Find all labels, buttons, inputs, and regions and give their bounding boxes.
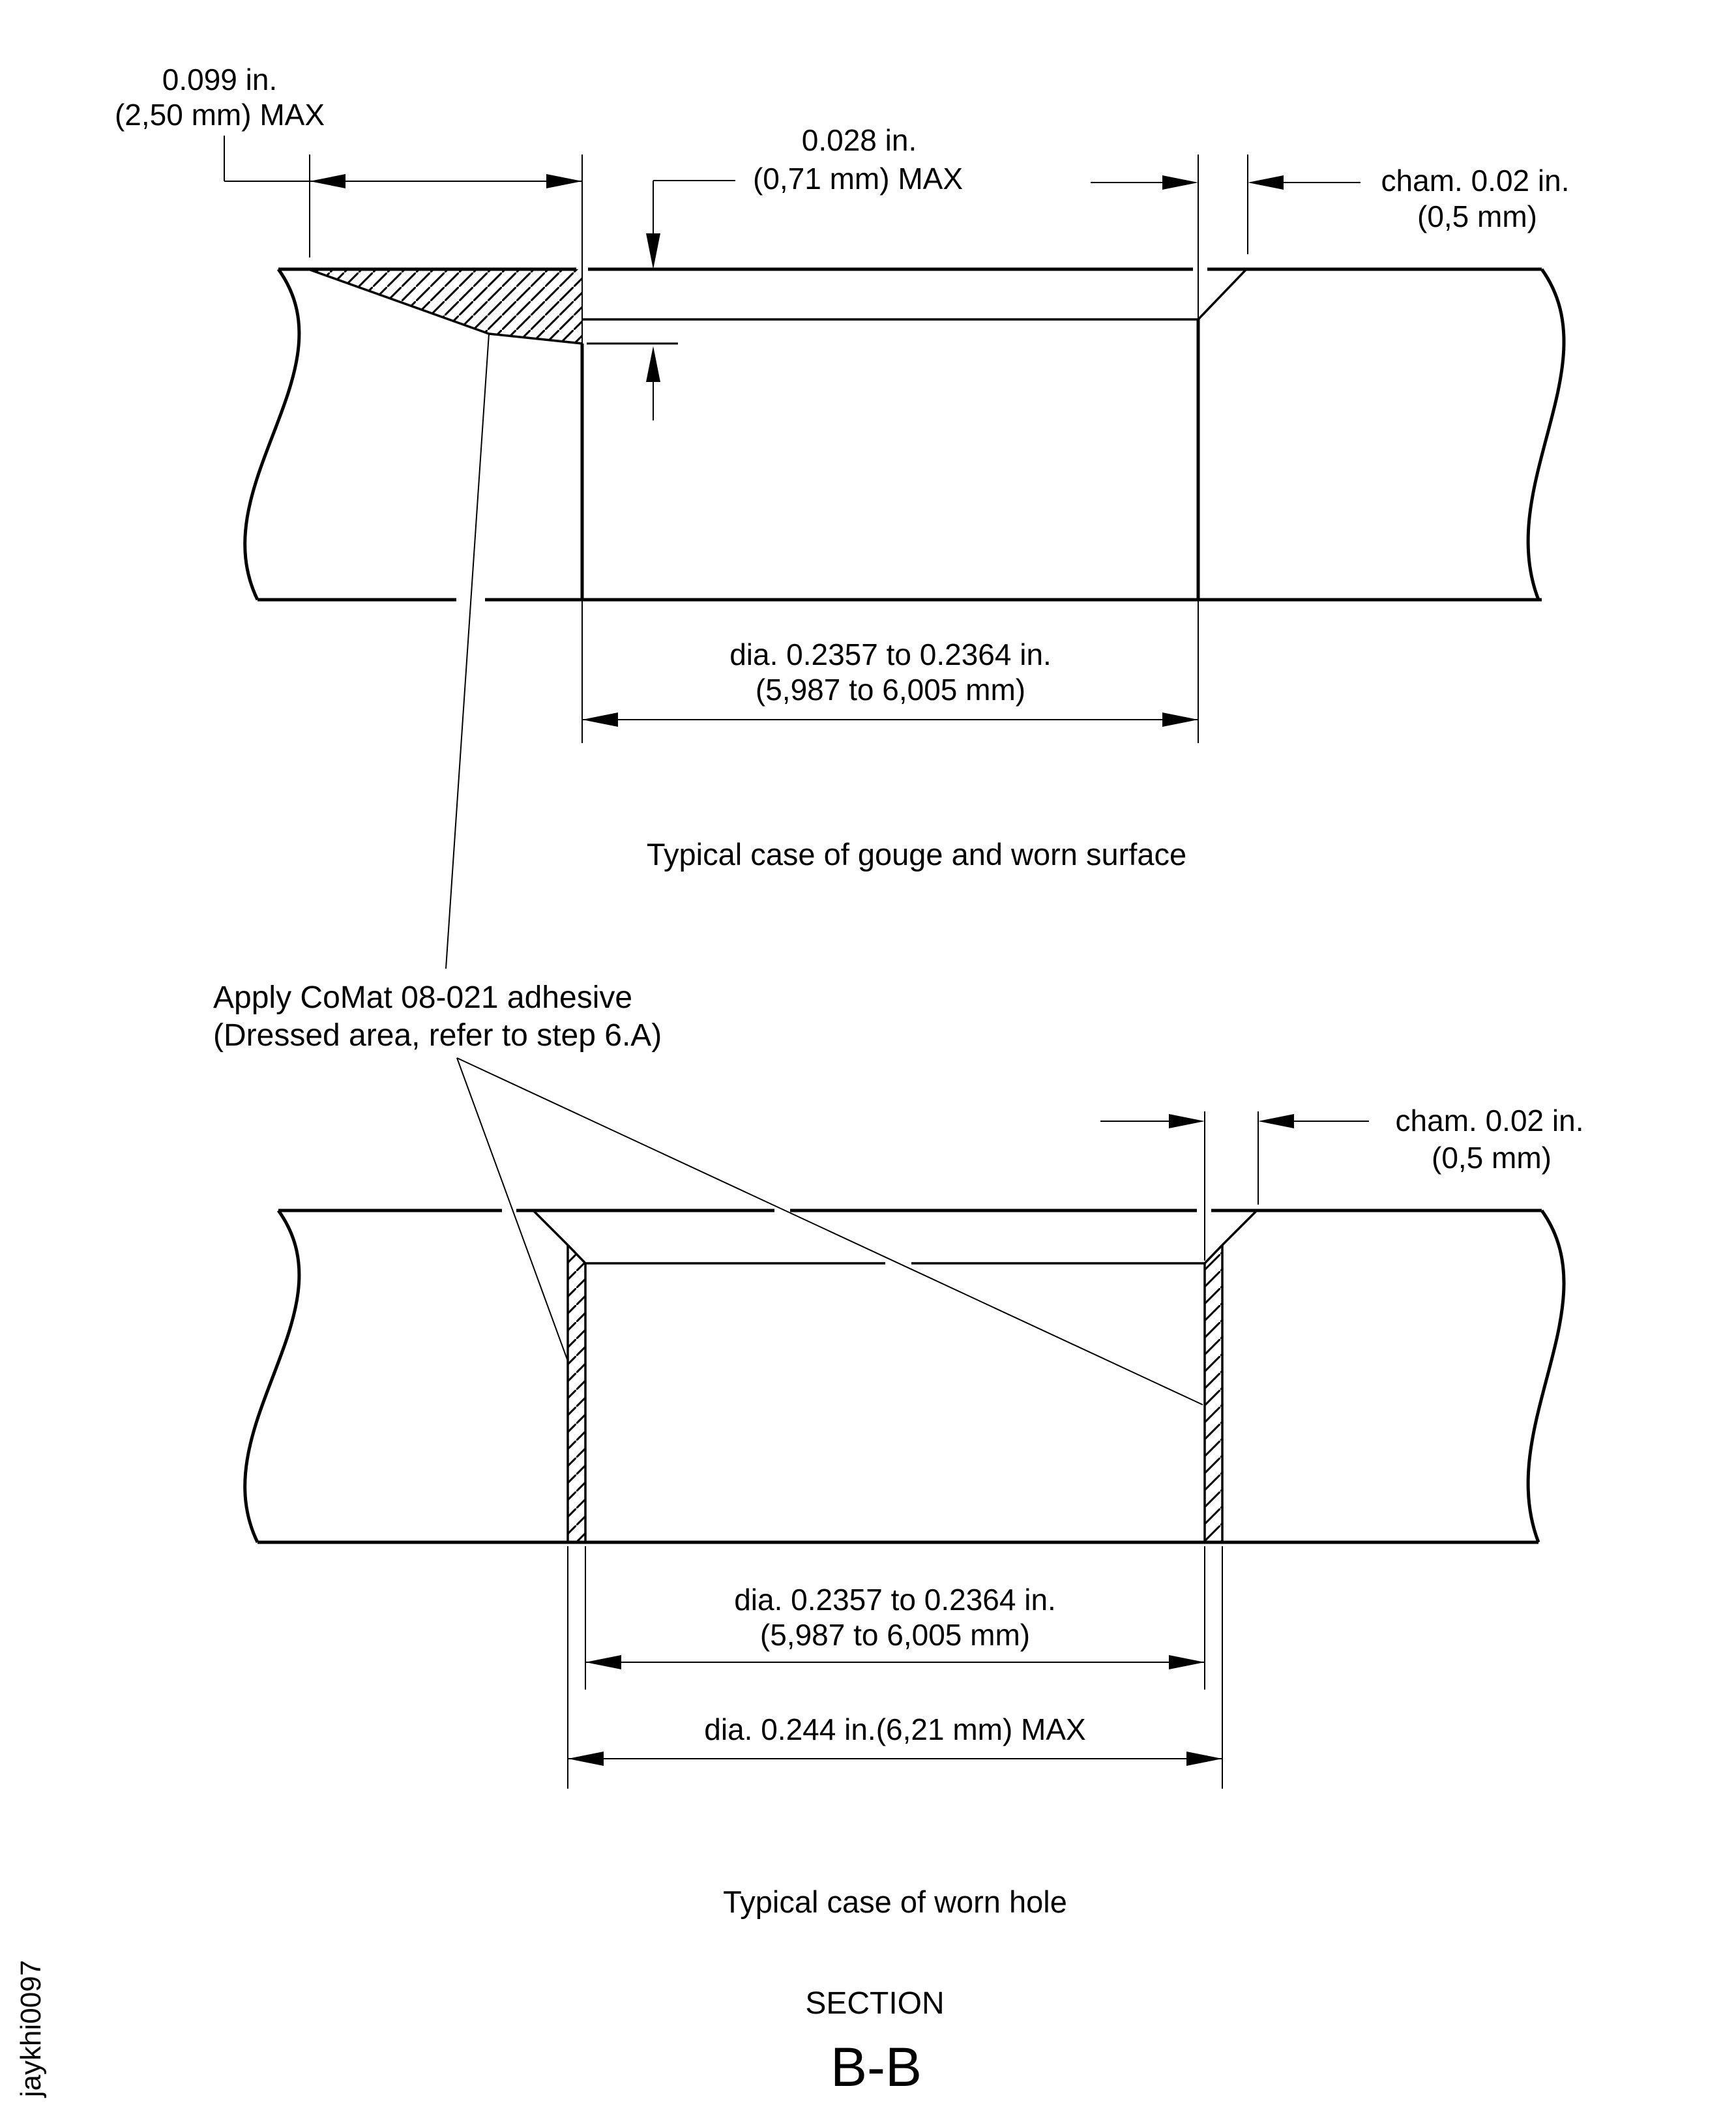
dim-cham-label-2: (0,5 mm) (1432, 1141, 1552, 1175)
figure2-caption: Typical case of worn hole (723, 1885, 1067, 1919)
dim-cham-label-1: cham. 0.02 in. (1381, 164, 1570, 198)
figure1-right-chamfer-edge (1198, 269, 1246, 319)
arrowhead-left (568, 1752, 604, 1766)
section-name: B-B (830, 2036, 922, 2098)
adhesive-note-line-1: Apply CoMat 08-021 adhesive (213, 980, 633, 1015)
arrowhead-up (646, 346, 660, 382)
dim-cham-label-2: (0,5 mm) (1417, 199, 1537, 233)
leader-to-gouge (446, 334, 489, 969)
dim-dia-label-2: (5,987 to 6,005 mm) (759, 1618, 1031, 1652)
arrowhead-left (1258, 1114, 1294, 1128)
dim-depth-label-2: (0,71 mm) MAX (752, 162, 964, 196)
arrowhead-right (1169, 1114, 1205, 1128)
dim-dia-max-label: dia. 0.244 in.(6,21 mm) MAX (704, 1712, 1086, 1746)
figure2-left-worn-band-hatch (568, 1245, 585, 1542)
figure1-right-break-edge (1528, 269, 1564, 600)
figure2-dim-cham (1100, 1104, 1583, 1261)
arrowhead-right (1186, 1752, 1222, 1766)
figure2-worn-hole (245, 1104, 1584, 1919)
arrowhead-left (310, 174, 346, 188)
figure1-dim-depth (587, 123, 963, 420)
arrowhead-left (585, 1655, 621, 1669)
figure2-dim-dia-max (568, 1712, 1222, 1766)
dim-dia-label-1: dia. 0.2357 to 0.2364 in. (734, 1583, 1056, 1617)
figure2-right-worn-band-hatch (1205, 1245, 1222, 1542)
arrowhead-right (1162, 712, 1198, 727)
figure1-gouge-hatch-area (308, 269, 582, 344)
figure1-gouge-worn-surface (115, 63, 1569, 872)
section-label: SECTION (805, 1986, 945, 2021)
watermark-id: jaykhi0097 (15, 1959, 47, 2098)
figure2-left-chamfer-edge (533, 1210, 568, 1245)
arrowhead-down (646, 233, 660, 269)
arrowhead-left (582, 712, 618, 727)
figure1-dim-gouge-width (115, 63, 582, 257)
figure1-dim-dia (582, 638, 1198, 727)
figure1-caption: Typical case of gouge and worn surface (646, 837, 1187, 872)
dim-dia-label-1: dia. 0.2357 to 0.2364 in. (729, 638, 1052, 671)
arrowhead-right (546, 174, 582, 188)
figure1-dim-cham (1091, 154, 1569, 254)
arrowhead-right (1169, 1655, 1205, 1669)
figure2-dim-dia (585, 1583, 1205, 1669)
dim-cham-label-1: cham. 0.02 in. (1395, 1104, 1584, 1137)
figure2-right-chamfer-edge (1222, 1210, 1257, 1245)
figure1-left-break-edge (245, 269, 299, 600)
dim-depth-label-1: 0.028 in. (801, 123, 917, 157)
figure2-left-break-edge (245, 1210, 299, 1542)
arrowhead-left (1248, 175, 1284, 190)
dim-gouge-width-label-2: (2,50 mm) MAX (114, 98, 325, 132)
figure2-right-break-edge (1528, 1210, 1564, 1542)
arrowhead-right (1162, 175, 1198, 190)
adhesive-note-line-2: (Dressed area, refer to step 6.A) (213, 1018, 662, 1053)
section-title (805, 1986, 944, 2098)
dim-gouge-width-label-1: 0.099 in. (162, 63, 278, 96)
dim-dia-label-2: (5,987 to 6,005 mm) (755, 673, 1026, 707)
